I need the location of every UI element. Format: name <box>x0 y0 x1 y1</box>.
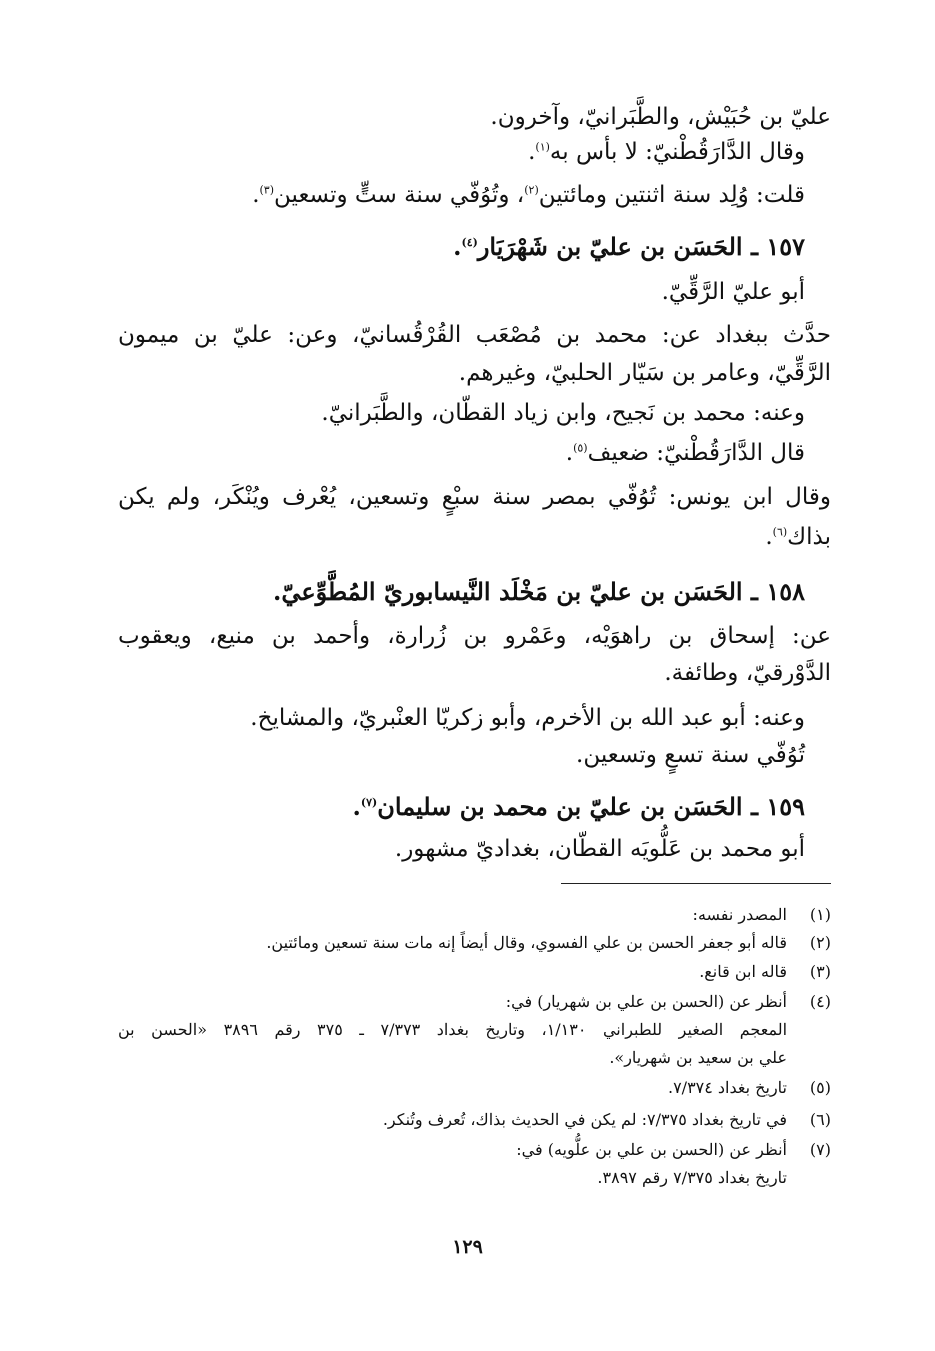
footnote-separator <box>561 883 831 884</box>
text-span: أبو محمد بن عَلُّويَه القطّان، بغداديّ مشهور. <box>394 836 805 862</box>
text-span: ، وتُوُفّي سنة ستٍّ وتسعين <box>274 182 525 208</box>
footnote-text: في تاريخ بغداد ٧/٣٧٥: لم يكن في الحديث بذاك، تُعرف وتُنكر. <box>382 1110 787 1129</box>
text-span: عن: إسحاق بن راهوَيْه، وعَمْرو بن زُرارة، وأحمد بن منيع، ويعقوب <box>118 623 831 649</box>
footnote-number: (١) <box>809 905 831 924</box>
footnote-line <box>597 1166 787 1190</box>
entry-heading-157 <box>453 230 805 264</box>
entry-heading-158 <box>273 575 805 609</box>
footnote-text: أنظر عن (الحسن بن علي بن علُّويه) في: <box>516 1140 787 1159</box>
footnote-ref: (٤) <box>461 236 478 249</box>
text-line <box>252 178 805 212</box>
footnote-line <box>266 931 831 955</box>
footnote-text: قاله ابن قانع. <box>699 962 787 981</box>
footnote-line <box>693 903 831 927</box>
footnote-text: تاريخ بغداد ٧/٣٧٥ رقم ٣٨٩٧. <box>597 1168 787 1187</box>
text-line <box>490 100 831 134</box>
text-span: . <box>528 139 536 165</box>
text-span: وعنه: أبو عبد الله بن الأخرم، وأبو زكريّا العنْبريّ، والمشايخ. <box>250 705 805 731</box>
text-line <box>395 832 805 866</box>
text-span: . <box>352 792 361 821</box>
footnote-line <box>516 1138 831 1162</box>
footnote-ref: (١) <box>535 140 550 154</box>
footnote-number: (٣) <box>809 962 831 981</box>
text-line <box>576 738 805 772</box>
text-line <box>118 619 831 653</box>
footnote-line <box>506 990 831 1014</box>
footnote-number: (٤) <box>809 992 831 1011</box>
text-span: أبو عليّ الرَّقِّيّ. <box>661 279 805 305</box>
footnote-number: (٥) <box>809 1078 831 1097</box>
heading-text: ١٥٨ ـ الحَسَن بن عليّ بن مَخْلَد النَّيسابوريّ المُطَّوِّعيّ. <box>272 577 805 606</box>
footnote-number: (٢) <box>809 933 831 952</box>
footnote-ref: (٦) <box>772 525 788 539</box>
text-line <box>765 520 831 554</box>
footnote-ref: (٧) <box>360 796 378 809</box>
footnote-ref: (٣) <box>259 183 275 197</box>
footnote-ref: (٥) <box>573 441 588 455</box>
text-line <box>662 275 805 309</box>
text-line <box>321 396 805 430</box>
footnote-text: تاريخ بغداد ٧/٣٧٤. <box>667 1078 787 1097</box>
text-span: قال الدَّارَقُطْنيّ: ضعيف <box>587 440 805 466</box>
heading-text: ١٥٧ ـ الحَسَن بن عليّ بن شَهْرَيَار <box>477 232 805 261</box>
footnote-line <box>609 1046 787 1070</box>
text-span: وقال ابن يونس: تُوُفّي بمصر سنة سبْعٍ وتسعين، يُعْرف ويُنْكَر، ولم يكن <box>118 484 831 510</box>
footnote-text: أنظر عن (الحسن بن علي بن شهريار) في: <box>505 992 787 1011</box>
text-line <box>664 656 831 690</box>
footnote-number: (٧) <box>809 1140 831 1159</box>
heading-text: ١٥٩ ـ الحَسَن بن عليّ بن محمد بن سليمان <box>377 792 805 821</box>
text-line <box>528 135 805 169</box>
text-span: تُوُفّي سنة تسعٍ وتسعين. <box>576 742 805 768</box>
footnote-text: قاله أبو جعفر الحسن بن علي الفسوي، وقال أيضاً إنه مات سنة تسعين ومائتين. <box>266 933 787 952</box>
footnote-line <box>699 960 831 984</box>
text-line <box>250 701 805 735</box>
text-line <box>566 436 805 470</box>
page-number: ١٢٩ <box>452 1236 483 1258</box>
footnote-number: (٦) <box>809 1110 831 1129</box>
text-span: الرَّقِّيّ، وعامر بن سَيّار الحلبيّ، وغيرهم. <box>458 360 831 386</box>
footnote-line <box>668 1076 831 1100</box>
text-line <box>459 356 831 390</box>
text-span: . <box>252 182 260 208</box>
text-span: الدَّوْرقيّ، وطائفة. <box>664 660 831 686</box>
text-line <box>118 480 831 514</box>
text-span: وعنه: محمد بن نَجيح، وابن زياد القطّان، والطَّبَرانيّ. <box>321 400 805 426</box>
text-span: وقال الدَّارَقُطْنيّ: لا بأس به <box>549 139 805 165</box>
footnote-text: المعجم الصغير للطبراني ١/١٣٠، وتاريخ بغداد ٧/٣٧٣ ـ ٣٧٥ رقم ٣٨٩٦ «الحسن بن <box>118 1020 788 1039</box>
text-span: . <box>453 232 462 261</box>
footnote-line <box>383 1108 831 1132</box>
text-line <box>118 318 831 352</box>
entry-heading-159 <box>353 790 805 824</box>
text-span: حدَّث ببغداد عن: محمد بن مُصْعَب القُرْقُسانيّ، وعن: عليّ بن ميمون <box>118 322 831 348</box>
text-span: . <box>565 440 574 466</box>
text-span: . <box>765 524 773 550</box>
text-span: عليّ بن حُبَيْش، والطَّبَرانيّ، وآخرون. <box>490 104 831 130</box>
footnote-line <box>118 1018 787 1042</box>
footnote-text: علي بن سعيد بن شهريار». <box>609 1048 787 1067</box>
text-span: قلت: وُلِد سنة اثنتين ومائتين <box>538 182 805 208</box>
footnote-ref: (٢) <box>524 183 539 197</box>
footnote-text: المصدر نفسه: <box>692 905 787 924</box>
text-span: بذاك <box>787 524 831 550</box>
